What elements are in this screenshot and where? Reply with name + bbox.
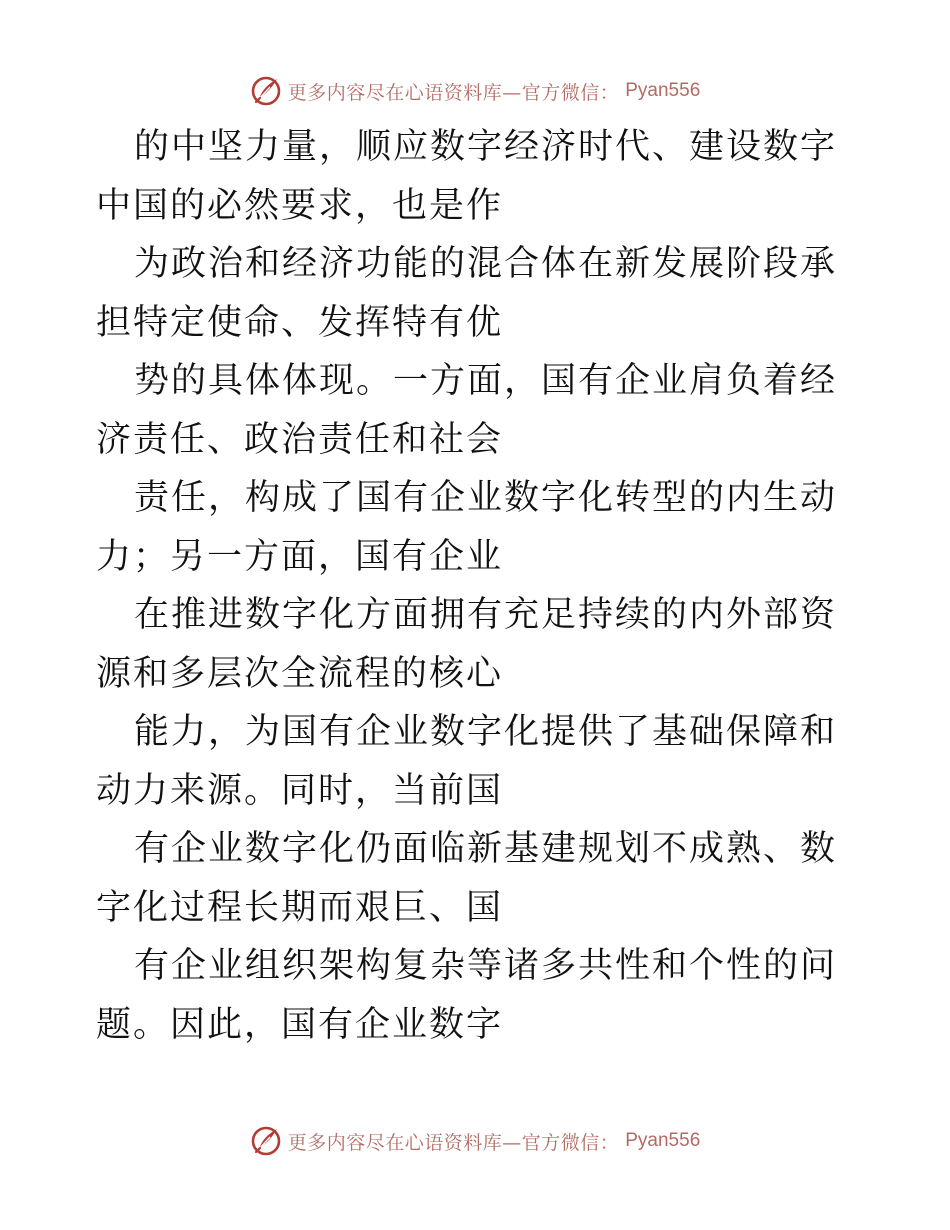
paragraph: 的中坚力量，顺应数字经济时代、建设数字中国的必然要求，也是作 <box>96 127 838 226</box>
header-watermark-banner <box>0 71 950 111</box>
feather-pen-logo-icon <box>250 75 282 107</box>
wechat-id: Pyan556 <box>625 80 701 101</box>
paragraph: 能力，为国有企业数字化提供了基础保障和动力来源。同时，当前国 <box>96 712 838 811</box>
paragraph: 有企业数字化仍面临新基建规划不成熟、数字化过程长期而艰巨、国 <box>96 829 838 928</box>
banner-text: 更多内容尽在心语资料库—官方微信： <box>287 81 620 104</box>
document-body <box>96 118 856 1054</box>
feather-pen-logo-icon <box>250 1125 282 1157</box>
wechat-id: Pyan556 <box>625 1130 701 1151</box>
paragraph: 在推进数字化方面拥有充足持续的内外部资源和多层次全流程的核心 <box>96 595 838 694</box>
paragraph: 责任，构成了国有企业数字化转型的内生动力；另一方面，国有企业 <box>96 478 838 577</box>
paragraph: 有企业组织架构复杂等诸多共性和个性的问题。因此，国有企业数字 <box>96 946 838 1045</box>
paragraph: 为政治和经济功能的混合体在新发展阶段承担特定使命、发挥特有优 <box>96 244 838 343</box>
banner-text: 更多内容尽在心语资料库—官方微信： <box>287 1131 620 1154</box>
footer-watermark-banner <box>0 1121 950 1161</box>
paragraph: 势的具体体现。一方面，国有企业肩负着经济责任、政治责任和社会 <box>96 361 838 460</box>
